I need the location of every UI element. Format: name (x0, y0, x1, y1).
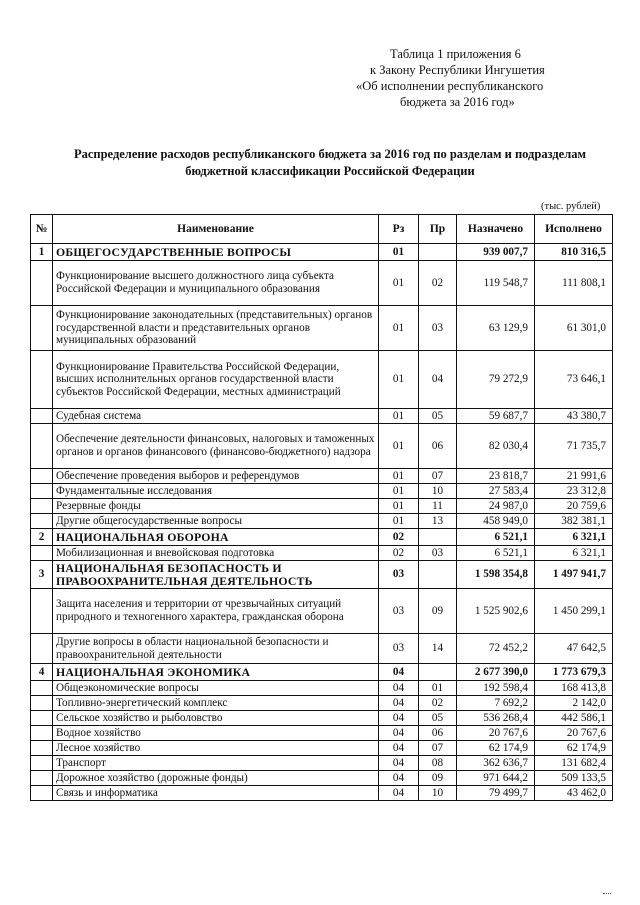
cell-planned: 79 272,9 (457, 351, 535, 409)
header-line-3: «Об исполнении республиканского (356, 79, 544, 93)
cell-num (31, 741, 53, 756)
budget-table (30, 214, 613, 801)
cell-rz: 01 (379, 306, 419, 351)
cell-pr: 10 (419, 786, 457, 801)
col-header-planned: Назначено (457, 215, 535, 244)
cell-num (31, 469, 53, 484)
cell-num (31, 756, 53, 771)
cell-rz: 01 (379, 484, 419, 499)
table-row (31, 589, 613, 634)
col-header-executed: Исполнено (535, 215, 613, 244)
cell-executed: 61 301,0 (535, 306, 613, 351)
cell-rz: 04 (379, 741, 419, 756)
page-mark (603, 893, 611, 898)
cell-pr: 04 (419, 351, 457, 409)
table-row (31, 741, 613, 756)
cell-rz: 04 (379, 726, 419, 741)
cell-planned: 23 818,7 (457, 469, 535, 484)
cell-executed: 6 321,1 (535, 529, 613, 546)
cell-planned: 79 499,7 (457, 786, 535, 801)
cell-num (31, 726, 53, 741)
cell-rz: 04 (379, 771, 419, 786)
cell-executed: 1 773 679,3 (535, 664, 613, 681)
cell-executed: 71 735,7 (535, 424, 613, 469)
col-header-num: № (31, 215, 53, 244)
cell-num (31, 589, 53, 634)
cell-rz: 01 (379, 499, 419, 514)
cell-pr (419, 561, 457, 589)
cell-executed: 442 586,1 (535, 711, 613, 726)
cell-executed: 111 808,1 (535, 261, 613, 306)
header-line-1: Таблица 1 приложения 6 (390, 47, 521, 61)
table-section-row (31, 529, 613, 546)
cell-name: Сельское хозяйство и рыболовство (53, 711, 379, 726)
table-row (31, 484, 613, 499)
cell-executed: 509 133,5 (535, 771, 613, 786)
cell-num (31, 681, 53, 696)
cell-name: Функционирование законодательных (представительных) органов государственной власти и представительных органов муниципальных образований (53, 306, 379, 351)
cell-pr (419, 664, 457, 681)
cell-name: Общеэкономические вопросы (53, 681, 379, 696)
cell-planned: 119 548,7 (457, 261, 535, 306)
cell-num (31, 306, 53, 351)
table-row (31, 546, 613, 561)
cell-planned: 63 129,9 (457, 306, 535, 351)
cell-pr (419, 244, 457, 261)
cell-executed: 43 380,7 (535, 409, 613, 424)
cell-num (31, 514, 53, 529)
cell-name: Судебная система (53, 409, 379, 424)
units-label: (тыс. рублей) (541, 201, 601, 212)
document-title: Распределение расходов республиканского бюджета за 2016 год по разделам и подразделам бюджетной классификации Российской Федерации (73, 147, 587, 178)
cell-name: НАЦИОНАЛЬНАЯ ЭКОНОМИКА (53, 664, 379, 681)
cell-pr: 02 (419, 696, 457, 711)
cell-pr: 09 (419, 771, 457, 786)
cell-pr: 06 (419, 424, 457, 469)
cell-executed: 168 413,8 (535, 681, 613, 696)
table-section-row (31, 561, 613, 589)
cell-planned: 458 949,0 (457, 514, 535, 529)
table-row (31, 696, 613, 711)
cell-planned: 27 583,4 (457, 484, 535, 499)
cell-planned: 7 692,2 (457, 696, 535, 711)
cell-pr: 05 (419, 711, 457, 726)
cell-rz: 04 (379, 664, 419, 681)
cell-rz: 04 (379, 696, 419, 711)
cell-executed: 382 381,1 (535, 514, 613, 529)
cell-name: Водное хозяйство (53, 726, 379, 741)
cell-pr: 10 (419, 484, 457, 499)
cell-pr: 05 (419, 409, 457, 424)
cell-executed: 43 462,0 (535, 786, 613, 801)
cell-num (31, 711, 53, 726)
cell-planned: 971 644,2 (457, 771, 535, 786)
cell-num (31, 351, 53, 409)
cell-pr: 08 (419, 756, 457, 771)
cell-executed: 73 646,1 (535, 351, 613, 409)
cell-planned: 72 452,2 (457, 634, 535, 664)
cell-pr: 07 (419, 741, 457, 756)
cell-executed: 1 497 941,7 (535, 561, 613, 589)
cell-executed: 62 174,9 (535, 741, 613, 756)
table-row (31, 469, 613, 484)
col-header-rz: Рз (379, 215, 419, 244)
table-header-row (31, 215, 613, 244)
cell-num: 3 (31, 561, 53, 589)
cell-pr: 11 (419, 499, 457, 514)
cell-pr: 14 (419, 634, 457, 664)
table-body (31, 244, 613, 801)
col-header-name: Наименование (53, 215, 379, 244)
cell-planned: 59 687,7 (457, 409, 535, 424)
cell-executed: 2 142,0 (535, 696, 613, 711)
cell-name: Дорожное хозяйство (дорожные фонды) (53, 771, 379, 786)
document-header (352, 46, 612, 110)
cell-rz: 04 (379, 681, 419, 696)
cell-planned: 62 174,9 (457, 741, 535, 756)
cell-rz: 03 (379, 561, 419, 589)
cell-name: Топливно-энергетический комплекс (53, 696, 379, 711)
cell-rz: 01 (379, 244, 419, 261)
cell-planned: 82 030,4 (457, 424, 535, 469)
cell-name: Другие общегосударственные вопросы (53, 514, 379, 529)
cell-rz: 04 (379, 786, 419, 801)
table-row (31, 771, 613, 786)
cell-executed: 131 682,4 (535, 756, 613, 771)
cell-num: 2 (31, 529, 53, 546)
table-row (31, 756, 613, 771)
cell-name: Функционирование Правительства Российской Федерации, высших исполнительных органов государственной власти субъектов Российской Федерации, местных администраций (53, 351, 379, 409)
cell-executed: 21 991,6 (535, 469, 613, 484)
cell-planned: 24 987,0 (457, 499, 535, 514)
cell-num (31, 409, 53, 424)
table-section-row (31, 664, 613, 681)
cell-planned: 1 525 902,6 (457, 589, 535, 634)
table-row (31, 306, 613, 351)
table-row (31, 786, 613, 801)
header-line-2: к Закону Республики Ингушетия (370, 63, 545, 77)
cell-name: Функционирование высшего должностного лица субъекта Российской Федерации и муниципального образования (53, 261, 379, 306)
cell-rz: 03 (379, 589, 419, 634)
table-row (31, 351, 613, 409)
cell-executed: 20 759,6 (535, 499, 613, 514)
cell-executed: 810 316,5 (535, 244, 613, 261)
cell-planned: 939 007,7 (457, 244, 535, 261)
cell-rz: 01 (379, 351, 419, 409)
cell-rz: 01 (379, 514, 419, 529)
cell-name: Обеспечение проведения выборов и референдумов (53, 469, 379, 484)
cell-num (31, 546, 53, 561)
table-section-row (31, 244, 613, 261)
cell-planned: 6 521,1 (457, 546, 535, 561)
cell-name: Защита населения и территории от чрезвычайных ситуаций природного и техногенного характера, гражданская оборона (53, 589, 379, 634)
cell-planned: 2 677 390,0 (457, 664, 535, 681)
cell-num (31, 484, 53, 499)
cell-planned: 1 598 354,8 (457, 561, 535, 589)
cell-num (31, 634, 53, 664)
cell-num (31, 786, 53, 801)
cell-executed: 23 312,8 (535, 484, 613, 499)
cell-pr: 01 (419, 681, 457, 696)
cell-num: 1 (31, 244, 53, 261)
cell-pr: 07 (419, 469, 457, 484)
cell-name: Связь и информатика (53, 786, 379, 801)
cell-planned: 20 767,6 (457, 726, 535, 741)
table-row (31, 261, 613, 306)
cell-rz: 04 (379, 756, 419, 771)
cell-rz: 01 (379, 424, 419, 469)
cell-name: Другие вопросы в области национальной безопасности и правоохранительной деятельности (53, 634, 379, 664)
cell-num: 4 (31, 664, 53, 681)
cell-pr: 02 (419, 261, 457, 306)
cell-rz: 02 (379, 546, 419, 561)
table-row (31, 681, 613, 696)
cell-name: Лесное хозяйство (53, 741, 379, 756)
cell-planned: 362 636,7 (457, 756, 535, 771)
table-row (31, 634, 613, 664)
cell-pr: 03 (419, 306, 457, 351)
cell-pr: 06 (419, 726, 457, 741)
cell-name: ОБЩЕГОСУДАРСТВЕННЫЕ ВОПРОСЫ (53, 244, 379, 261)
cell-executed: 1 450 299,1 (535, 589, 613, 634)
cell-name: НАЦИОНАЛЬНАЯ ОБОРОНА (53, 529, 379, 546)
cell-name: Мобилизационная и вневойсковая подготовка (53, 546, 379, 561)
table-row (31, 726, 613, 741)
cell-rz: 01 (379, 409, 419, 424)
table-row (31, 499, 613, 514)
cell-rz: 03 (379, 634, 419, 664)
cell-rz: 01 (379, 469, 419, 484)
cell-planned: 6 521,1 (457, 529, 535, 546)
cell-pr: 09 (419, 589, 457, 634)
cell-executed: 6 321,1 (535, 546, 613, 561)
cell-num (31, 771, 53, 786)
header-line-4: бюджета за 2016 год» (400, 95, 515, 109)
cell-planned: 192 598,4 (457, 681, 535, 696)
cell-pr: 13 (419, 514, 457, 529)
col-header-pr: Пр (419, 215, 457, 244)
table-row (31, 711, 613, 726)
cell-pr: 03 (419, 546, 457, 561)
cell-name: Транспорт (53, 756, 379, 771)
cell-rz: 04 (379, 711, 419, 726)
cell-num (31, 696, 53, 711)
cell-name: Фундаментальные исследования (53, 484, 379, 499)
table-row (31, 409, 613, 424)
cell-rz: 01 (379, 261, 419, 306)
cell-name: Резервные фонды (53, 499, 379, 514)
cell-planned: 536 268,4 (457, 711, 535, 726)
table-row (31, 514, 613, 529)
cell-rz: 02 (379, 529, 419, 546)
cell-name: Обеспечение деятельности финансовых, налоговых и таможенных органов и органов финансового (финансово-бюджетного) надзора (53, 424, 379, 469)
cell-executed: 47 642,5 (535, 634, 613, 664)
cell-pr (419, 529, 457, 546)
cell-num (31, 424, 53, 469)
table-row (31, 424, 613, 469)
cell-name: НАЦИОНАЛЬНАЯ БЕЗОПАСНОСТЬ И ПРАВООХРАНИТЕЛЬНАЯ ДЕЯТЕЛЬНОСТЬ (53, 561, 379, 589)
cell-num (31, 261, 53, 306)
cell-num (31, 499, 53, 514)
cell-executed: 20 767,6 (535, 726, 613, 741)
